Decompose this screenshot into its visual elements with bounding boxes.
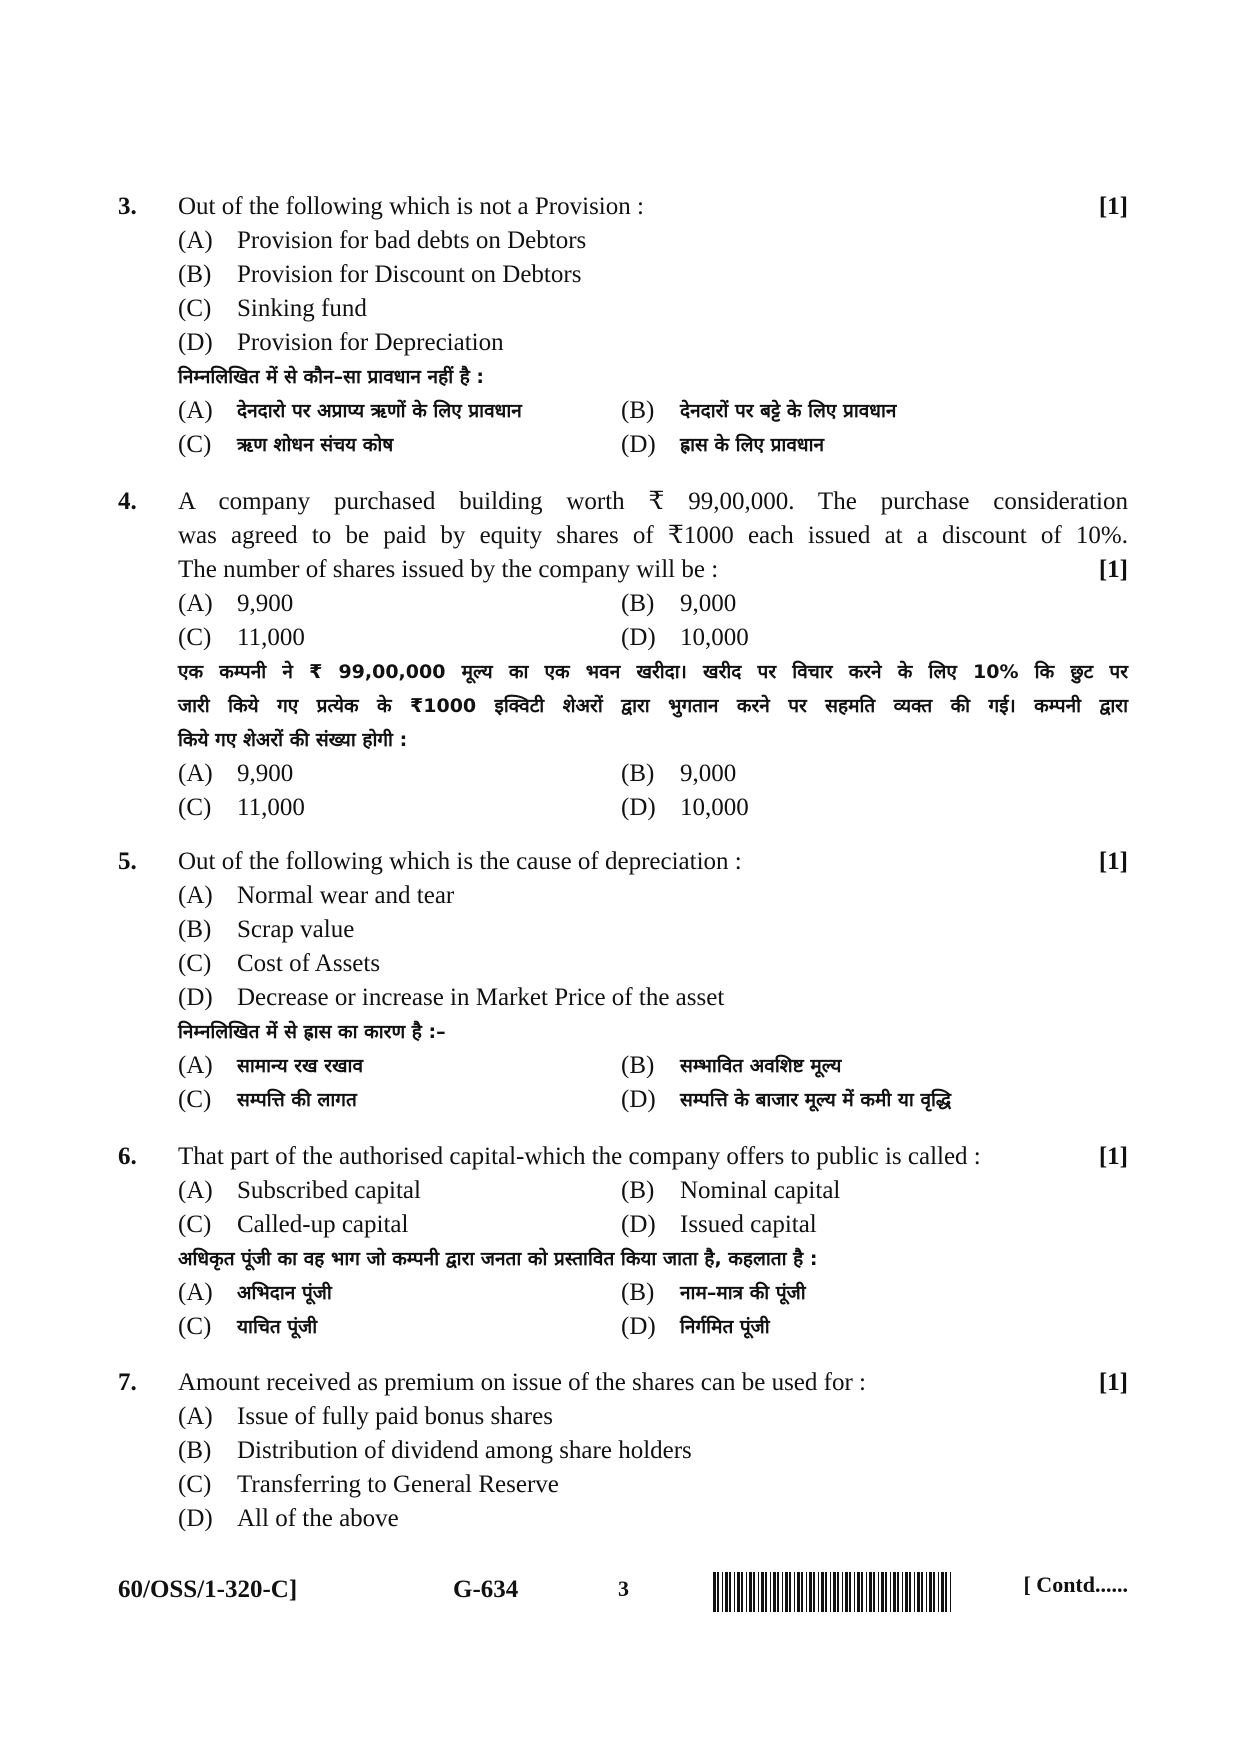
option-label: (D) [178, 329, 213, 356]
option-label: (A) [178, 882, 213, 909]
question-6 [118, 1140, 1128, 1344]
marks: [1] [1098, 1143, 1128, 1170]
hindi-option-row [118, 1083, 1128, 1117]
option-label: (B) [178, 261, 212, 288]
hindi-option-row [118, 1049, 1128, 1083]
question-3 [118, 190, 1128, 462]
option-label: (B) [178, 1437, 212, 1464]
option [118, 224, 1128, 258]
option-label: (C) [178, 1313, 212, 1340]
question-text-line: A company purchased building worth ₹ 99,00,000. The purchase consideration [178, 488, 1128, 515]
question-text: Amount received as premium on issue of the shares can be used for : [178, 1369, 866, 1396]
option-label: (C) [178, 1471, 212, 1498]
option-label: (B) [621, 1052, 655, 1079]
option-text: देनदारो पर अप्राप्य ऋणों के लिए प्रावधान [237, 400, 522, 422]
marks: [1] [1098, 193, 1128, 220]
option-text: 11,000 [237, 624, 305, 651]
hindi-text: अधिकृत पूंजी का वह भाग जो कम्पनी द्वारा जनता को प्रस्तावित किया जाता है, कहलाता है : [178, 1248, 818, 1270]
option-text: Provision for Discount on Debtors [237, 261, 582, 288]
option-text: Decrease or increase in Market Price of the asset [237, 984, 725, 1011]
option-label: (D) [621, 624, 656, 651]
option-label: (A) [178, 590, 213, 617]
option-label: (C) [178, 950, 212, 977]
option [118, 1502, 1128, 1536]
marks: [1] [1098, 1369, 1128, 1396]
option [118, 981, 1128, 1015]
question-7 [118, 1366, 1128, 1536]
option-label: (B) [621, 397, 655, 424]
option [118, 1434, 1128, 1468]
option-text: अभिदान पूंजी [237, 1282, 332, 1304]
option-label: (C) [178, 1211, 212, 1238]
option [118, 1468, 1128, 1502]
option [118, 326, 1128, 360]
hindi-text: निम्नलिखित में से ह्रास का कारण है :– [178, 1021, 446, 1043]
option [118, 1400, 1128, 1434]
option [118, 292, 1128, 326]
option-text: सम्पत्ति के बाजार मूल्य में कमी या वृद्धि [680, 1089, 952, 1111]
option-label: (D) [178, 1505, 213, 1532]
hindi-question-text [118, 1242, 1128, 1276]
paper-code: 60/OSS/1-320-C] [118, 1576, 298, 1603]
question-text-line: The number of shares issued by the company will be : [178, 556, 719, 583]
question-5 [118, 845, 1128, 1117]
hindi-option-row [118, 428, 1128, 462]
option-label: (D) [621, 1313, 656, 1340]
hindi-text: निम्नलिखित में से कौन–सा प्रावधान नहीं है : [178, 366, 485, 388]
option-text: ह्रास के लिए प्रावधान [680, 434, 825, 456]
hindi-question-line: किये गए शेअरों की संख्या होगी : [178, 729, 408, 751]
hindi-question-text [118, 1015, 1128, 1049]
option-text: 9,900 [237, 590, 294, 617]
option-label: (D) [621, 794, 656, 821]
option [118, 879, 1128, 913]
option-label: (A) [178, 397, 213, 424]
option-label: (D) [621, 431, 656, 458]
option-text: 10,000 [680, 794, 749, 821]
option-text: Issue of fully paid bonus shares [237, 1403, 553, 1430]
option [118, 258, 1128, 292]
option-label: (B) [621, 760, 655, 787]
option-text: Cost of Assets [237, 950, 381, 977]
question-text-line: was agreed to be paid by equity shares of ₹1000 each issued at a discount of 10%. [178, 522, 1128, 549]
option-text: Provision for Depreciation [237, 329, 504, 356]
option-text: सम्पत्ति की लागत [237, 1089, 357, 1111]
option [118, 947, 1128, 981]
option-text: 9,900 [237, 760, 294, 787]
option-text: नाम–मात्र की पूंजी [680, 1282, 806, 1304]
question-number: 3. [118, 193, 137, 220]
option-label: (C) [178, 794, 212, 821]
question-number: 7. [118, 1369, 137, 1396]
option [118, 913, 1128, 947]
option-text: Transferring to General Reserve [237, 1471, 559, 1498]
series-code: G-634 [453, 1576, 519, 1603]
page-footer [118, 1568, 1128, 1618]
option-text: 9,000 [680, 760, 737, 787]
option-text: Called-up capital [237, 1211, 409, 1238]
barcode-icon [713, 1572, 953, 1612]
option-text: Sinking fund [237, 295, 367, 322]
hindi-question-line: जारी किये गए प्रत्येक के ₹1000 इक्विटी शेअरों द्वारा भुगतान करने पर सहमति व्यक्त की गई। कम्पनी द्वारा [178, 695, 1128, 717]
option-text: All of the above [237, 1505, 399, 1532]
option-label: (B) [621, 590, 655, 617]
option-label: (B) [178, 916, 212, 943]
option-text: Distribution of dividend among share holders [237, 1437, 692, 1464]
option-row [118, 1208, 1128, 1242]
option-text: Subscribed capital [237, 1177, 421, 1204]
question-number: 5. [118, 848, 137, 875]
option-text: निर्गमित पूंजी [680, 1316, 770, 1338]
option-label: (B) [621, 1279, 655, 1306]
option-row [118, 1174, 1128, 1208]
question-4 [118, 485, 1128, 825]
option-label: (A) [178, 1403, 213, 1430]
option-text: ऋण शोधन संचय कोष [237, 434, 394, 456]
option-text: याचित पूंजी [237, 1316, 318, 1338]
page-number: 3 [618, 1576, 629, 1601]
marks: [1] [1098, 556, 1128, 583]
option-text: सामान्य रख रखाव [237, 1055, 364, 1077]
question-text: Out of the following which is the cause of depreciation : [178, 848, 742, 875]
option-label: (A) [178, 1052, 213, 1079]
option-label: (A) [178, 1177, 213, 1204]
option-text: Provision for bad debts on Debtors [237, 227, 587, 254]
hindi-option-row [118, 791, 1128, 825]
option-label: (A) [178, 1279, 213, 1306]
question-text: Out of the following which is not a Provision : [178, 193, 644, 220]
option-label: (C) [178, 295, 212, 322]
option-text: Issued capital [680, 1211, 817, 1238]
option-text: Nominal capital [680, 1177, 841, 1204]
option-text: Normal wear and tear [237, 882, 455, 909]
question-number: 6. [118, 1143, 137, 1170]
option-label: (C) [178, 431, 212, 458]
hindi-option-row [118, 394, 1128, 428]
option-label: (D) [621, 1211, 656, 1238]
option-text: 11,000 [237, 794, 305, 821]
question-text: That part of the authorised capital-which the company offers to public is called : [178, 1143, 981, 1170]
option-label: (A) [178, 227, 213, 254]
option-label: (B) [621, 1177, 655, 1204]
option-text: Scrap value [237, 916, 355, 943]
hindi-question-line: एक कम्पनी ने ₹ 99,00,000 मूल्य का एक भवन खरीदा। खरीद पर विचार करने के लिए 10% कि छुट पर [178, 661, 1128, 683]
option-label: (D) [178, 984, 213, 1011]
hindi-option-row [118, 1276, 1128, 1310]
option-text: 9,000 [680, 590, 737, 617]
hindi-option-row [118, 1310, 1128, 1344]
option-label: (A) [178, 760, 213, 787]
option-text: देनदारों पर बट्टे के लिए प्रावधान [680, 400, 897, 422]
hindi-option-row [118, 757, 1128, 791]
option-label: (D) [621, 1086, 656, 1113]
option-label: (C) [178, 624, 212, 651]
option-label: (C) [178, 1086, 212, 1113]
hindi-question-text [118, 360, 1128, 394]
question-number: 4. [118, 488, 137, 515]
option-row [118, 587, 1128, 621]
continued-label: [ Contd...... [1023, 1572, 1128, 1597]
option-text: सम्भावित अवशिष्ट मूल्य [680, 1055, 842, 1077]
option-text: 10,000 [680, 624, 749, 651]
marks: [1] [1098, 848, 1128, 875]
option-row [118, 621, 1128, 655]
